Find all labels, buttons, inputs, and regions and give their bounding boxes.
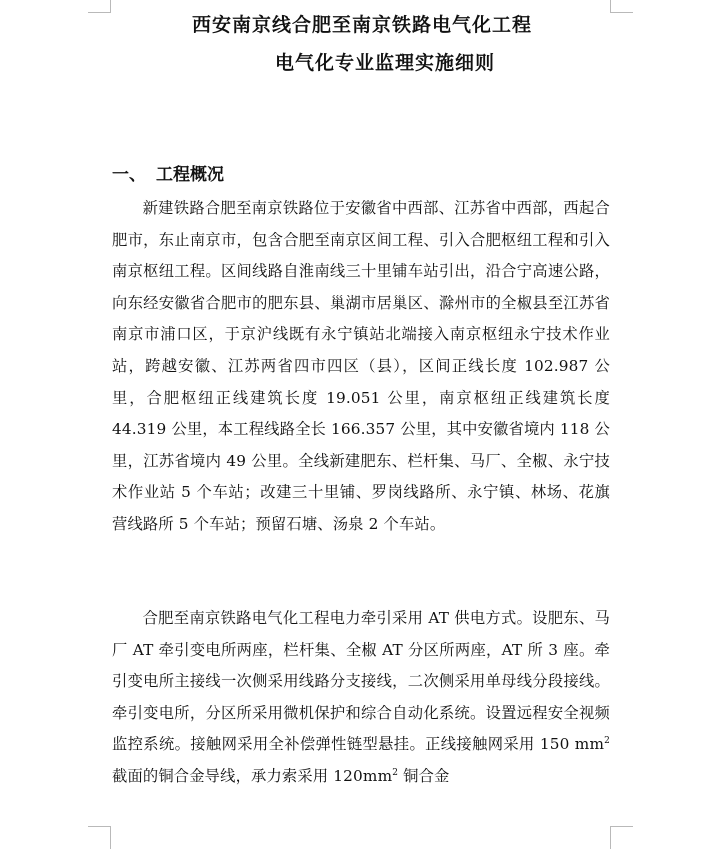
page-corner-mark	[610, 0, 633, 13]
document-title: 西安南京线合肥至南京铁路电气化工程	[191, 14, 532, 36]
section-heading	[112, 160, 224, 185]
section-number: 一、	[112, 165, 146, 185]
paragraph-text: 合肥至南京铁路电气化工程电力牵引采用 AT 供电方式。设肥东、马厂 AT 牵引变电所两座，栏杆集、全椒 AT 分区所两座，AT 所 3 座。牵引变电所主接线一次侧采用线路分支接线，二次侧采用单母线分段接线。牵引变电所，分区所采用微机保护和综合自动化系统。设置远程安全视频监控系统。接触网采用全补偿弹性链型悬挂。正线接触网采用 150 mm	[112, 609, 610, 754]
page-corner-mark	[88, 0, 111, 13]
superscript: 2	[604, 736, 610, 747]
paragraph-text: 截面的铜合金导线，承力索采用 120mm	[112, 766, 393, 785]
overview-paragraph-2	[112, 603, 610, 793]
page-corner-mark	[610, 826, 633, 849]
section-title: 工程概况	[156, 165, 224, 185]
paragraph-text: 铜合金	[398, 766, 450, 785]
document-subtitle: 电气化专业监理实施细则	[274, 52, 495, 74]
page-corner-mark	[88, 826, 111, 849]
superscript: 2	[392, 767, 399, 778]
overview-paragraph-1: 新建铁路合肥至南京铁路位于安徽省中西部、江苏省中西部，西起合肥市，东止南京市，包含合肥至南京区间工程、引入合肥枢纽工程和引入南京枢纽工程。区间线路自淮南线三十里铺车站引出，沿合宁高速公路，向东经安徽省合肥市的肥东县、巢湖市居巢区、滁州市的全椒县至江苏省南京市浦口区，于京沪线既有永宁镇站北端接入南京枢纽永宁技术作业站，跨越安徽、江苏两省四市四区（县），区间正线长度 102.987 公里，合肥枢纽正线建筑长度 19.051 公里，南京枢纽正线建筑长度 44.319 公里，本工程线路全长 166.357 公里，其中安徽省境内 118 公里，江苏省境内 49 公里。全线新建肥东、栏杆集、马厂、全椒、永宁技术作业站 5 个车站；改建三十里铺、罗岗线路所、永宁镇、林场、花旗营线路所 5 个车站；预留石塘、汤泉 2 个车站。	[112, 199, 610, 533]
